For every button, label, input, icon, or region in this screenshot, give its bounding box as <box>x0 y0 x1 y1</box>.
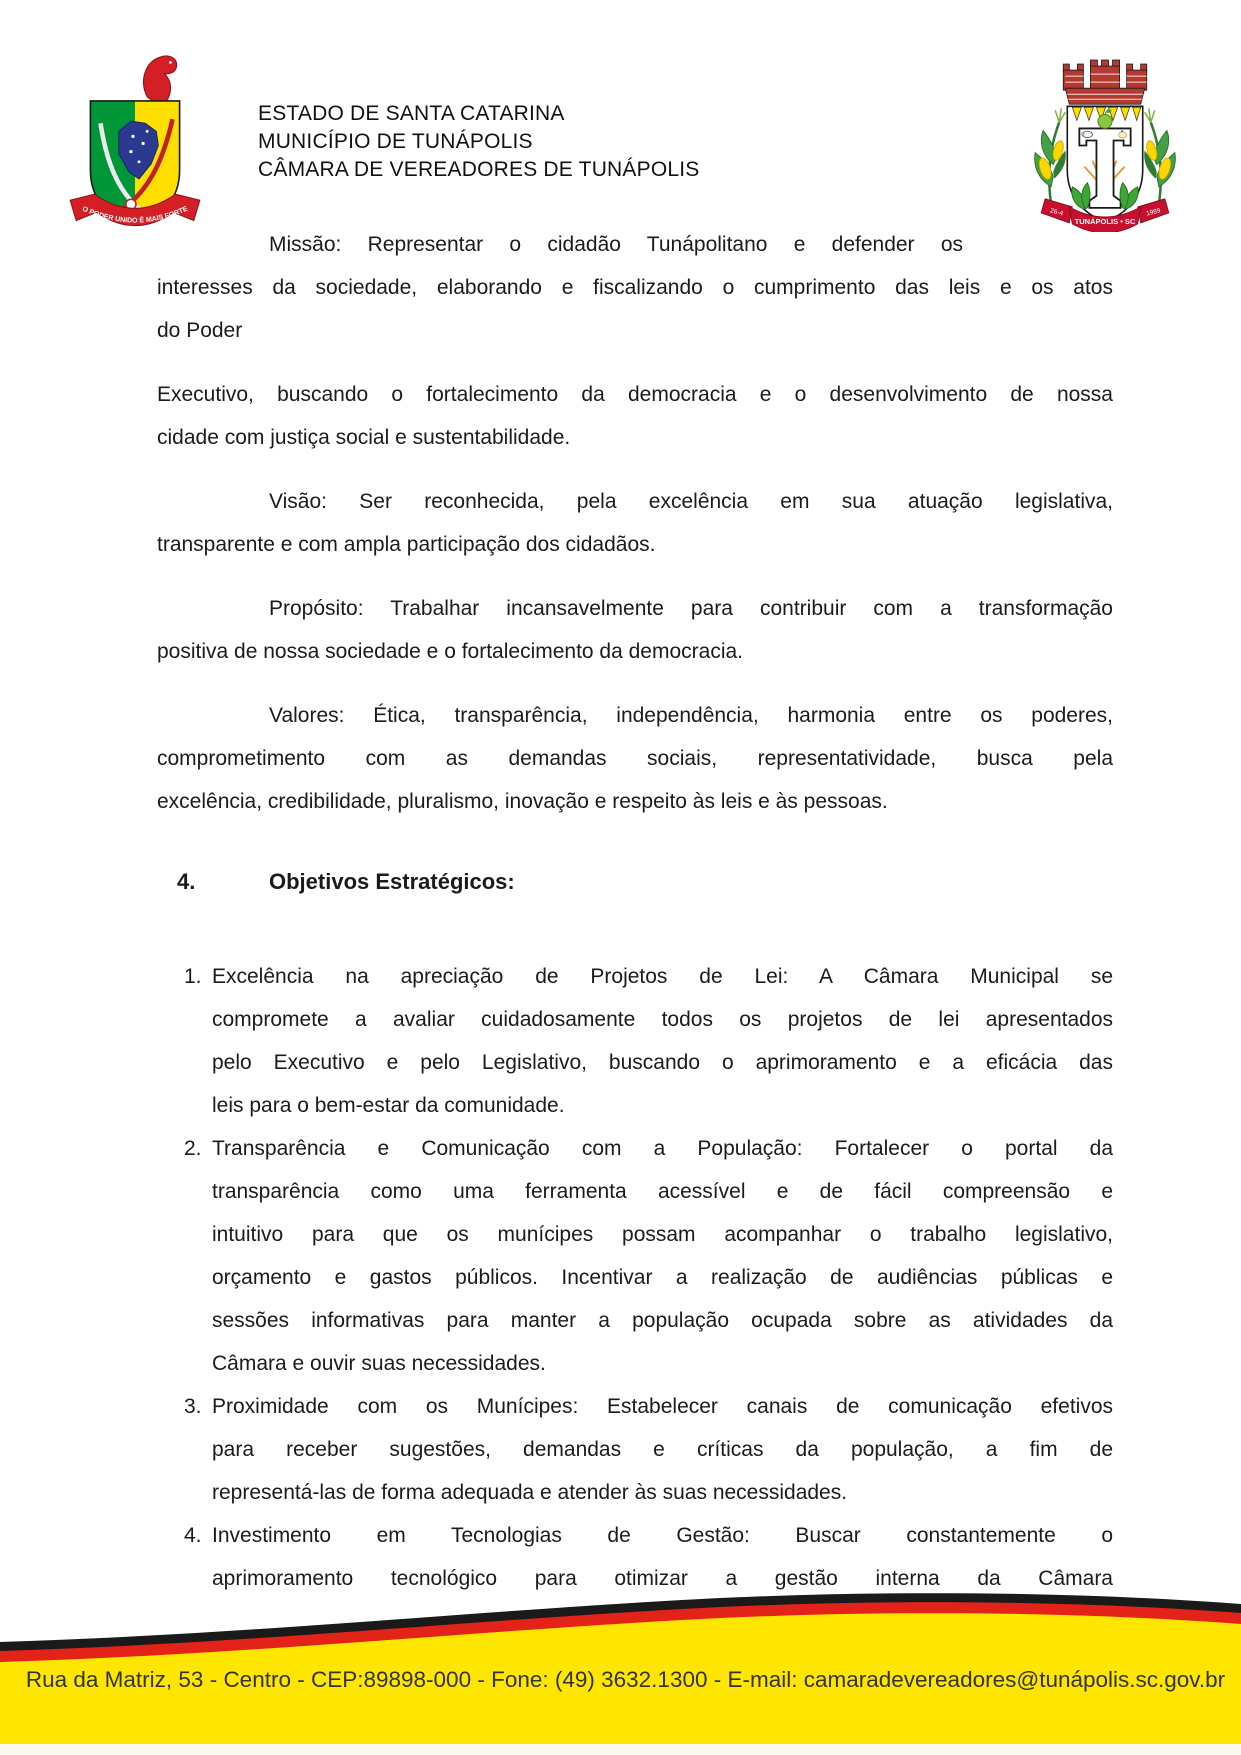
list-item-line: Proximidade com os Munícipes: Estabelecer canais de comunicação efetivos <box>212 1395 1113 1418</box>
paragraph-line: excelência, credibilidade, pluralismo, inovação e respeito às leis e às pessoas. <box>157 790 888 813</box>
list-item-line: compromete a avaliar cuidadosamente todos os projetos de lei apresentados <box>212 1008 1113 1031</box>
paragraph-line: comprometimento com as demandas sociais, representatividade, busca pela <box>157 747 1113 770</box>
phoenix-icon <box>144 56 177 107</box>
mural-crown-icon <box>1063 60 1146 104</box>
paragraph <box>157 223 1113 352</box>
document-body <box>157 223 1113 1600</box>
paragraph-line: Propósito: Trabalhar incansavelmente para contribuir com a transformação <box>269 597 1113 620</box>
list-item-line: orçamento e gastos públicos. Incentivar a realização de audiências públicas e <box>212 1266 1113 1289</box>
paragraph <box>157 587 1113 673</box>
paragraph-line: cidade com justiça social e sustentabilidade. <box>157 426 571 449</box>
org-header <box>258 100 700 184</box>
tunapolis-crest-svg <box>1026 56 1184 232</box>
corn-stalk-left-icon <box>1035 108 1066 205</box>
list-item-line: para receber sugestões, demandas e críticas da população, a fim de <box>212 1438 1113 1461</box>
corn-stalk-right-icon <box>1144 108 1175 205</box>
santa-catarina-crest-icon <box>60 50 210 235</box>
list-container <box>157 955 1113 1600</box>
santa-catarina-crest-svg <box>60 50 210 235</box>
list-item-line: pelo Executivo e pelo Legislativo, buscando o aprimoramento e a eficácia das <box>212 1051 1113 1074</box>
tunapolis-crest-icon <box>1026 56 1184 232</box>
paragraph-line: Valores: Ética, transparência, independência, harmonia entre os poderes, <box>269 704 1113 727</box>
list-item-line: aprimoramento tecnológico para otimizar a gestão interna da Câmara <box>212 1567 1113 1590</box>
list-item-line: Câmara e ouvir suas necessidades. <box>212 1352 546 1375</box>
list-item <box>157 1385 1113 1514</box>
list-item-number: 4. <box>184 1524 202 1547</box>
list-item-line: transparência como uma ferramenta acessível e de fácil compreensão e <box>212 1180 1113 1203</box>
list-item <box>157 1127 1113 1385</box>
paragraph <box>157 694 1113 823</box>
paragraphs-container <box>157 223 1113 823</box>
list-item-number: 1. <box>184 965 202 988</box>
section-heading <box>157 860 1113 903</box>
list-item-line: representá-las de forma adequada e atender às suas necessidades. <box>212 1481 848 1504</box>
list-item-line: leis para o bem-estar da comunidade. <box>212 1094 565 1117</box>
footer-address: Rua da Matriz, 53 - Centro - CEP:89898-000 - Fone: (49) 3632.1300 - E-mail: camaradevereadores@tunápolis.sc.gov.br <box>25 1667 1226 1692</box>
org-line-municipality: MUNICÍPIO DE TUNÁPOLIS <box>258 130 533 153</box>
list-item <box>157 955 1113 1127</box>
paragraph <box>157 373 1113 459</box>
motto-text: O PODER UNIDO É MAIS FORTE <box>81 204 189 225</box>
list-item-line: Transparência e Comunicação com a População: Fortalecer o portal da <box>212 1137 1113 1160</box>
list-item-number: 2. <box>184 1137 202 1160</box>
page-bottom-edge <box>0 1744 1241 1755</box>
paragraph-line: interesses da sociedade, elaborando e fiscalizando o cumprimento das leis e os atos <box>157 276 1113 299</box>
org-line-chamber: CÂMARA DE VEREADORES DE TUNÁPOLIS <box>258 158 700 181</box>
paragraph-line: positiva de nossa sociedade e o fortalecimento da democracia. <box>157 640 744 663</box>
list-item-number: 3. <box>184 1395 202 1418</box>
list-item-line: Excelência na apreciação de Projetos de Lei: A Câmara Municipal se <box>212 965 1113 988</box>
paragraph-line: do Poder <box>157 319 243 342</box>
section-heading-title: Objetivos Estratégicos: <box>269 869 515 894</box>
paragraph-line: Executivo, buscando o fortalecimento da democracia e o desenvolvimento de nossa <box>157 383 1113 406</box>
ribbon-date-left: 26-4 <box>1049 207 1064 218</box>
list-item-line: sessões informativas para manter a população ocupada sobre as atividades da <box>212 1309 1113 1332</box>
list-item-line: intuitivo para que os munícipes possam acompanhar o trabalho legislativo, <box>212 1223 1113 1246</box>
org-line-state: ESTADO DE SANTA CATARINA <box>258 102 565 125</box>
section-heading-number: 4. <box>177 869 196 894</box>
ribbon-city-name: TUNÁPOLIS • SC <box>1074 216 1136 226</box>
pig-icon <box>1082 131 1093 137</box>
paragraph-line: Visão: Ser reconhecida, pela excelência em sua atuação legislativa, <box>269 490 1113 513</box>
paragraph-line: Missão: Representar o cidadão Tunápolitano e defender os <box>269 233 963 256</box>
paragraph <box>157 480 1113 566</box>
ribbon-date-right: 1989 <box>1145 207 1162 218</box>
paragraph-line: transparente e com ampla participação dos cidadãos. <box>157 533 656 556</box>
list-item-line: Investimento em Tecnologias de Gestão: Buscar constantemente o <box>212 1524 1113 1547</box>
